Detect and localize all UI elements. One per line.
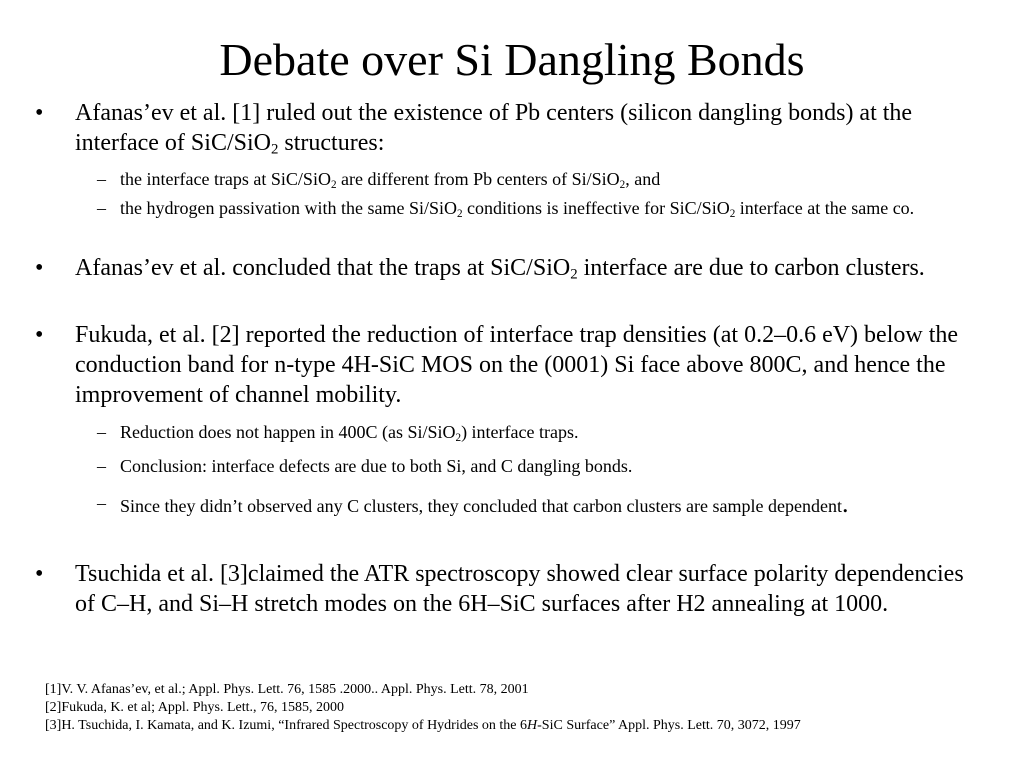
dash-icon: – (97, 198, 106, 218)
sub-bullet-text: the hydrogen passivation with the same Si/SiO$_2$ conditions is ineffective for SiC/SiO$_2$ interface at the same co. (120, 198, 915, 220)
sub-bullet-text: Conclusion: interface defects are due to both Si, and C dangling bonds. (120, 456, 633, 476)
bullet-icon: • (35, 322, 44, 348)
bullet-text: Tsuchida et al. [3]claimed the ATR spectroscopy showed clear surface polarity dependencies of C–H, and Si–H stretch modes on the 6H–SiC surfaces after H2 annealing at 1000. (75, 561, 964, 617)
sub-bullet-text: Reduction does not happen in 400C (as Si/SiO$_2$) interface traps. (120, 422, 579, 444)
bullet-text: Afanas’ev et al. concluded that the traps at SiC/SiO$_2$ interface are due to carbon clusters. (75, 255, 925, 283)
dash-icon: – (97, 169, 106, 189)
dash-icon: – (97, 456, 106, 476)
bullet-icon: • (35, 100, 44, 126)
reference-1: [1]V. V. Afanas’ev, et al.; Appl. Phys. Lett. 76, 1585 .2000.. Appl. Phys. Lett. 78, 2001 (45, 682, 529, 697)
reference-3: [3]H. Tsuchida, I. Kamata, and K. Izumi, “Infrared Spectroscopy of Hydrides on the 6H-SiC Surface” Appl. Phys. Lett. 70, 3072, 1997 (45, 718, 801, 733)
sub-bullet-text: Since they didn’t observed any C clusters, they concluded that carbon clusters are sample dependent. (120, 489, 849, 518)
bullet-text: Afanas’ev et al. [1] ruled out the existence of Pb centers (silicon dangling bonds) at the interface of SiC/SiO$_2$ structures: (75, 100, 913, 158)
bullet-text: Fukuda, et al. [2] reported the reduction of interface trap densities (at 0.2–0.6 eV) below the conduction band for n-type 4H-SiC MOS on the (0001) Si face above 800C, and hence the improvement of channel mobility. (75, 322, 959, 408)
reference-2: [2]Fukuda, K. et al; Appl. Phys. Lett., 76, 1585, 2000 (45, 700, 345, 715)
bullet-icon: • (35, 255, 44, 281)
sub-bullet-text: the interface traps at SiC/SiO$_2$ are different from Pb centers of Si/SiO$_2$, and (120, 169, 661, 191)
dash-icon: – (97, 493, 106, 513)
dash-icon: – (97, 422, 106, 442)
slide-title: Debate over Si Dangling Bonds (219, 34, 805, 85)
references (45, 681, 1005, 735)
bullet-icon: • (35, 561, 44, 587)
